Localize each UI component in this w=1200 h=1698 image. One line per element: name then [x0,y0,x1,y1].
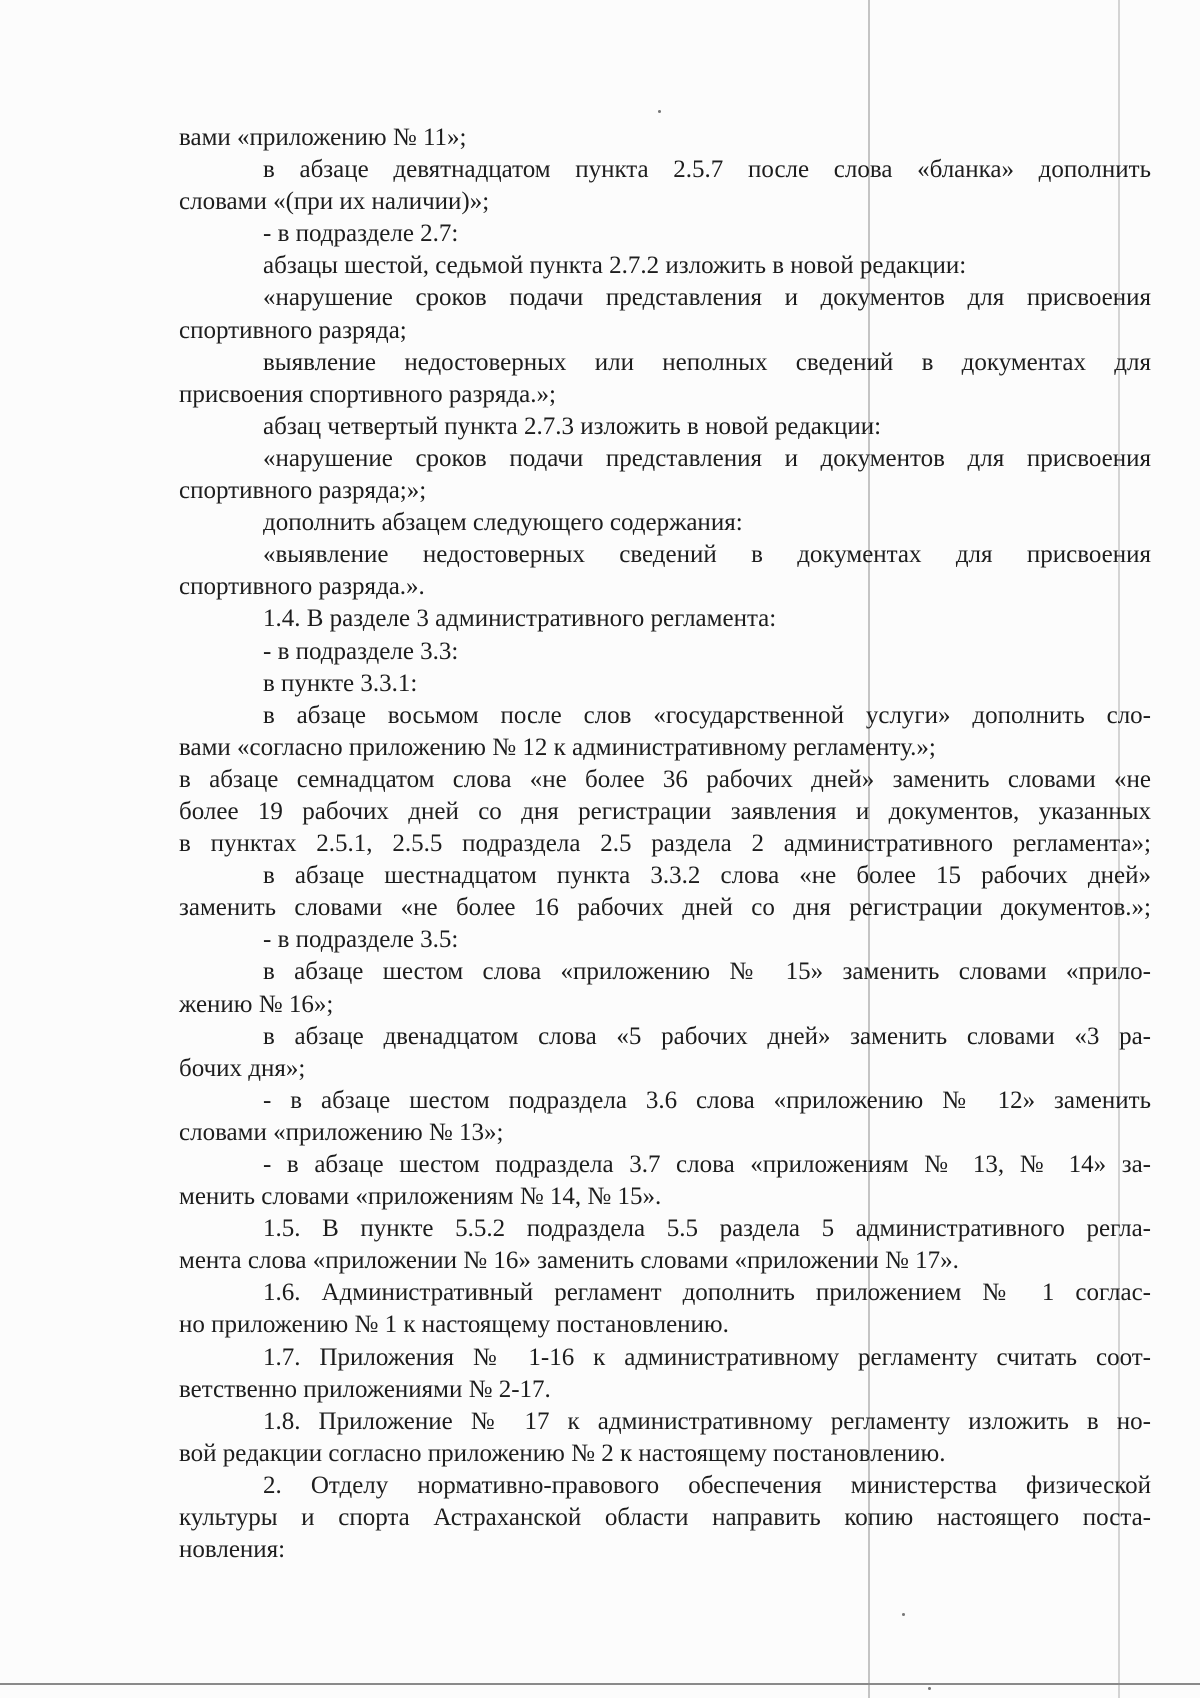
scan-artifact-horizontal-line [0,1683,1200,1685]
text-line: в абзаце двенадцатом слова «5 рабочих дней» заменить словами «3 ра- [263,1022,1151,1050]
text-line: 2. Отделу нормативно-правового обеспечения министерства физической [263,1471,1151,1499]
text-line: спортивного разряда.». [179,573,425,601]
text-line: присвоения спортивного разряда.»; [179,380,556,408]
text-line: «нарушение сроков подачи представления и документов для присвоения [263,444,1151,472]
text-line: «выявление недостоверных сведений в документах для присвоения [263,541,1151,569]
text-line: абзац четвертый пункта 2.7.3 изложить в новой редакции: [263,412,882,440]
text-line: - в абзаце шестом подраздела 3.7 слова «приложениям № 13, № 14» за- [263,1151,1151,1178]
text-line: культуры и спорта Астраханской области направить копию настоящего поста- [179,1504,1151,1532]
text-line: 1.4. В разделе 3 административного регламента: [263,605,777,633]
text-line: в абзаце девятнадцатом пункта 2.5.7 после слова «бланка» дополнить [263,156,1151,184]
text-line: заменить словами «не более 16 рабочих дней со дня регистрации документов.»; [179,894,1151,922]
text-line: в абзаце восьмом после слов «государственной услуги» дополнить сло- [263,701,1151,729]
text-line: - в подразделе 3.5: [263,926,459,954]
text-line: более 19 рабочих дней со дня регистрации заявления и документов, указанных [179,797,1151,825]
text-line: дополнить абзацем следующего содержания: [263,509,743,537]
text-line: бочих дня»; [179,1054,306,1082]
text-line: словами «приложению № 13»; [179,1118,504,1146]
text-line: в абзаце шестнадцатом пункта 3.3.2 слова «не более 15 рабочих дней» [263,862,1151,890]
text-line: спортивного разряда; [179,316,407,344]
text-line: в абзаце шестом слова «приложению № 15» заменить словами «прило- [263,958,1151,986]
text-line: - в подразделе 2.7: [263,220,459,248]
text-line: новления: [179,1536,286,1564]
text-line: выявление недостоверных или неполных сведений в документах для [263,348,1151,376]
text-line: 1.7. Приложения № 1-16 к административному регламенту считать соот- [263,1343,1151,1371]
text-line: спортивного разряда;»; [179,477,427,505]
text-line: в абзаце семнадцатом слова «не более 36 рабочих дней» заменить словами «не [179,765,1151,793]
scan-speck [902,1613,905,1616]
text-line: вами «согласно приложению № 12 к административному регламенту.»; [179,733,936,761]
text-line: ветственно приложениями № 2-17. [179,1375,551,1403]
text-line: - в абзаце шестом подраздела 3.6 слова «приложению № 12» заменить [263,1086,1151,1114]
text-line: менить словами «приложениям № 14, № 15». [179,1183,662,1211]
text-line: - в подразделе 3.3: [263,637,459,665]
text-line: абзацы шестой, седьмой пункта 2.7.2 изложить в новой редакции: [263,252,967,280]
text-line: 1.8. Приложение № 17 к административному регламенту изложить в но- [263,1407,1151,1435]
text-line: «нарушение сроков подачи представления и документов для присвоения [263,284,1151,312]
text-line: в пункте 3.3.1: [263,669,418,697]
text-line: 1.5. В пункте 5.5.2 подраздела 5.5 раздела 5 административного регла- [263,1215,1151,1243]
text-line: жению № 16»; [179,990,334,1018]
scan-speck [928,1687,931,1690]
text-line: но приложению № 1 к настоящему постановлению. [179,1311,729,1339]
text-line: вами «приложению № 11»; [179,124,467,151]
text-line: вой редакции согласно приложению № 2 к настоящему постановлению. [179,1439,946,1467]
text-line: словами «(при их наличии)»; [179,188,490,216]
document-body [179,122,1151,1566]
scan-speck [658,110,661,113]
text-line: 1.6. Административный регламент дополнить приложением № 1 соглас- [263,1279,1151,1307]
text-line: в пунктах 2.5.1, 2.5.5 подраздела 2.5 раздела 2 административного регламента»; [179,830,1151,858]
text-line: мента слова «приложении № 16» заменить словами «приложении № 17». [179,1247,959,1275]
